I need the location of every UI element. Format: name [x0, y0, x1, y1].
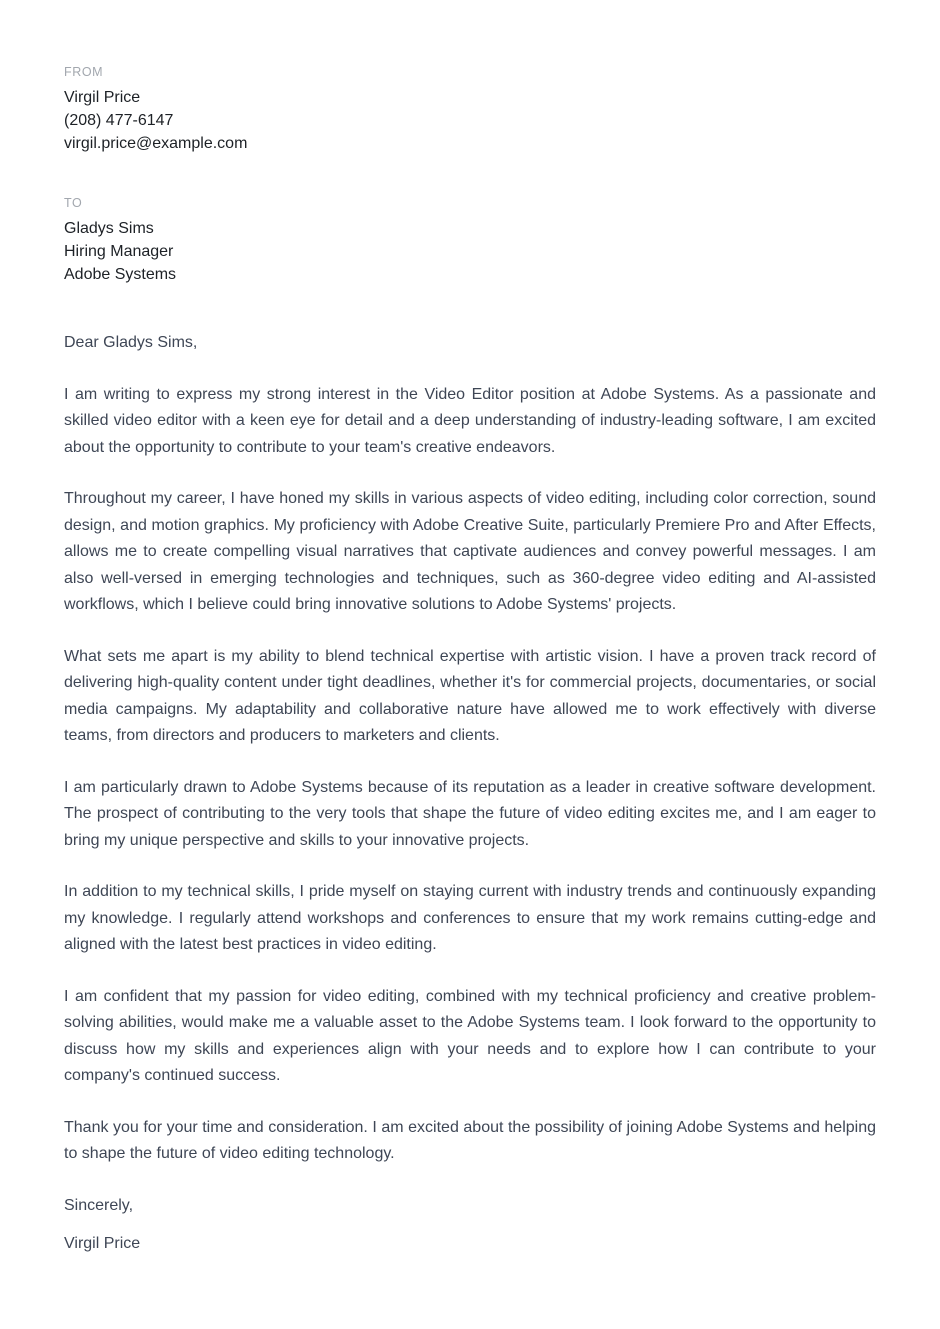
sender-block — [64, 64, 876, 155]
closing: Sincerely, — [64, 1196, 134, 1214]
paragraph-5: In addition to my technical skills, I pride myself on staying current with industry trends and continuously expanding my knowledge. I regularly attend workshops and conferences to ensure that my work remains cutting-edge and aligned with the latest best practices in video editing. — [64, 883, 876, 953]
paragraph-3: What sets me apart is my ability to blend technical expertise with artistic vision. I have a proven track record of delivering high-quality content under tight deadlines, whether it's for commercial projects, documentaries, or social media campaigns. My adaptability and collaborative nature have allowed me to work effectively with diverse teams, from directors and producers to marketers and clients. — [64, 647, 876, 744]
letter-body — [64, 330, 876, 1258]
recipient-name: Gladys Sims — [64, 220, 154, 237]
paragraph-1: I am writing to express my strong interest in the Video Editor position at Adobe Systems. As a passionate and skilled video editor with a keen eye for detail and a deep understanding of industry-leading software, I am excited about the opportunity to contribute to your team's creative endeavors. — [64, 385, 876, 456]
from-label: FROM — [64, 65, 104, 79]
paragraph-7: Thank you for your time and consideration. I am excited about the possibility of joining Adobe Systems and helping to shape the future of video editing technology. — [64, 1118, 876, 1162]
signature-name: Virgil Price — [64, 1235, 141, 1252]
sender-phone: (208) 477-6147 — [64, 112, 174, 129]
recipient-title: Hiring Manager — [64, 243, 174, 260]
paragraph-4: I am particularly drawn to Adobe Systems because of its reputation as a leader in creative software development. The prospect of contributing to the very tools that shape the future of video editing excites me, and I am eager to bring my unique perspective and skills to your innovative projects. — [64, 778, 876, 849]
to-label: TO — [64, 196, 83, 210]
sender-name: Virgil Price — [64, 89, 141, 106]
sender-email: virgil.price@example.com — [64, 135, 248, 152]
recipient-block — [64, 195, 876, 286]
greeting: Dear Gladys Sims, — [64, 334, 198, 351]
paragraph-2: Throughout my career, I have honed my skills in various aspects of video editing, including color correction, sound design, and motion graphics. My proficiency with Adobe Creative Suite, particularly Premiere Pro and After Effects, allows me to create compelling visual narratives that captivate audiences and convey powerful messages. I am also well-versed in emerging technologies and techniques, such as 360-degree video editing and AI-assisted workflows, which I believe could bring innovative solutions to Adobe Systems' projects. — [64, 490, 876, 613]
recipient-company: Adobe Systems — [64, 266, 177, 283]
paragraph-6: I am confident that my passion for video editing, combined with my technical proficiency and creative problem-solving abilities, would make me a valuable asset to the Adobe Systems team. I look forward to the opportunity to discuss how my skills and experiences align with your needs and to explore how I can contribute to your company's continued success. — [64, 987, 876, 1084]
